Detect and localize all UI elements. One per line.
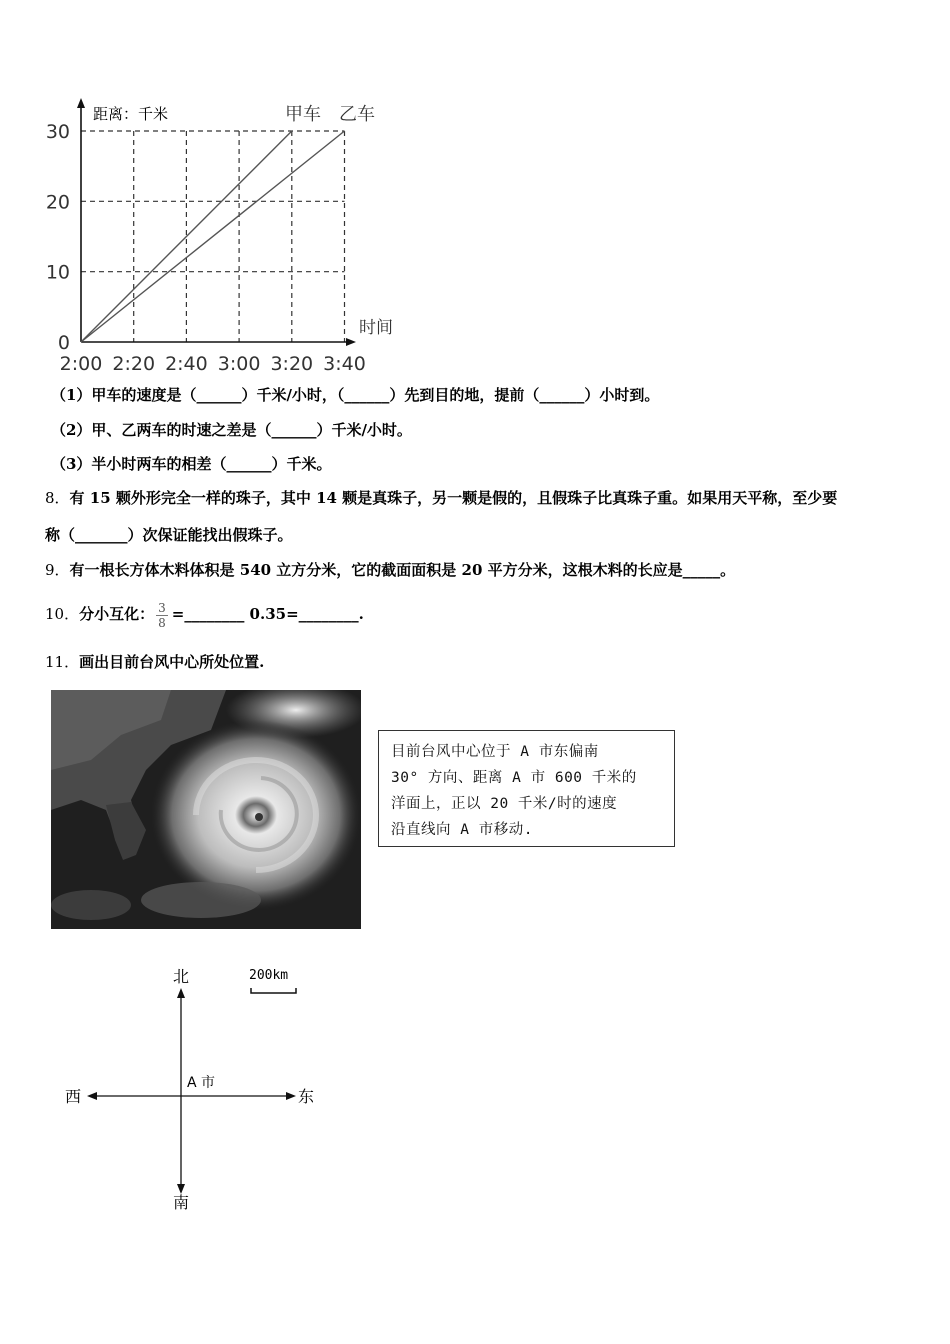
y-tick-label: 30 bbox=[45, 121, 70, 143]
chart-ticks bbox=[46, 121, 366, 375]
fraction-denominator: 8 bbox=[158, 615, 166, 630]
typhoon-info-box bbox=[378, 730, 675, 847]
east-label: 东 bbox=[298, 1087, 315, 1106]
y-tick-label: 20 bbox=[45, 191, 70, 214]
question-label: 分小互化： bbox=[79, 605, 155, 623]
series-label-yi: 乙车 bbox=[339, 104, 375, 125]
x-tick-label: 2:20 bbox=[112, 353, 156, 375]
x-tick-label: 2:40 bbox=[165, 353, 208, 375]
typhoon-satellite-image bbox=[51, 690, 361, 929]
info-line-1: 目前台风中心位于 A 市东偏南 bbox=[391, 744, 599, 760]
question-8 bbox=[45, 488, 837, 508]
question-7-part-1: （1）甲车的速度是（______）千米/小时，（______）先到目的地，提前（______）小时到。 bbox=[51, 386, 660, 404]
south-label: 南 bbox=[173, 1193, 190, 1212]
west-label: 西 bbox=[65, 1087, 82, 1106]
y-tick-label: 0 bbox=[57, 332, 70, 354]
compass-arrowheads bbox=[87, 988, 296, 1194]
y-axis-label: 距离：千米 bbox=[93, 105, 169, 123]
x-tick-label: 3:20 bbox=[270, 353, 314, 375]
question-text: 有 15 颗外形完全一样的珠子，其中 14 颗是真珠子，另一颗是假的，且假珠子比真珠子重。如果用天平称，至少要 bbox=[69, 489, 838, 507]
question-text: 画出目前台风中心所处位置. bbox=[79, 653, 265, 671]
y-tick-label: 10 bbox=[45, 261, 70, 284]
chart-series bbox=[81, 131, 345, 342]
chart-axes bbox=[77, 98, 356, 346]
question-answer-blanks: =________ 0.35=________. bbox=[171, 605, 364, 623]
question-number: 8． bbox=[45, 489, 70, 507]
question-7-part-3: （3）半小时两车的相差（______）千米。 bbox=[51, 455, 332, 473]
x-axis-label: 时间 bbox=[359, 318, 393, 338]
x-axis-arrow bbox=[346, 338, 356, 346]
y-axis-arrow bbox=[77, 98, 85, 108]
question-11 bbox=[45, 652, 264, 672]
question-7-part-2: （2）甲、乙两车的时速之差是（______）千米/小时。 bbox=[51, 421, 412, 439]
series-line-yi bbox=[81, 131, 345, 342]
distance-time-chart bbox=[0, 0, 420, 380]
info-line-2: 30° 方向、距离 A 市 600 千米的 bbox=[391, 770, 637, 786]
city-a-label: A 市 bbox=[187, 1075, 216, 1091]
question-10 bbox=[45, 597, 364, 631]
scale-label: 200km bbox=[249, 968, 289, 983]
question-number: 10． bbox=[45, 605, 80, 623]
question-8-line-2: 称（_______）次保证能找出假珠子。 bbox=[45, 526, 293, 544]
x-tick-label: 2:00 bbox=[59, 353, 103, 375]
north-label: 北 bbox=[173, 967, 190, 986]
scale-bar bbox=[251, 988, 296, 993]
question-number: 11． bbox=[45, 653, 80, 671]
question-number: 9． bbox=[45, 561, 70, 579]
info-line-3: 洋面上，正以 20 千米/时的速度 bbox=[391, 796, 618, 812]
x-tick-label: 3:00 bbox=[217, 353, 261, 375]
question-9 bbox=[45, 560, 735, 580]
series-label-jia: 甲车 bbox=[285, 104, 321, 125]
compass-axes bbox=[92, 993, 291, 1189]
question-text: 有一根长方体木料体积是 540 立方分米，它的截面面积是 20 平方分米，这根木料的长应是_____。 bbox=[69, 561, 736, 579]
x-tick-label: 3:40 bbox=[323, 353, 366, 375]
fraction-numerator: 3 bbox=[158, 600, 166, 615]
compass-diagram bbox=[55, 955, 335, 1220]
info-line-4: 沿直线向 A 市移动. bbox=[391, 822, 533, 838]
fraction bbox=[156, 601, 168, 630]
